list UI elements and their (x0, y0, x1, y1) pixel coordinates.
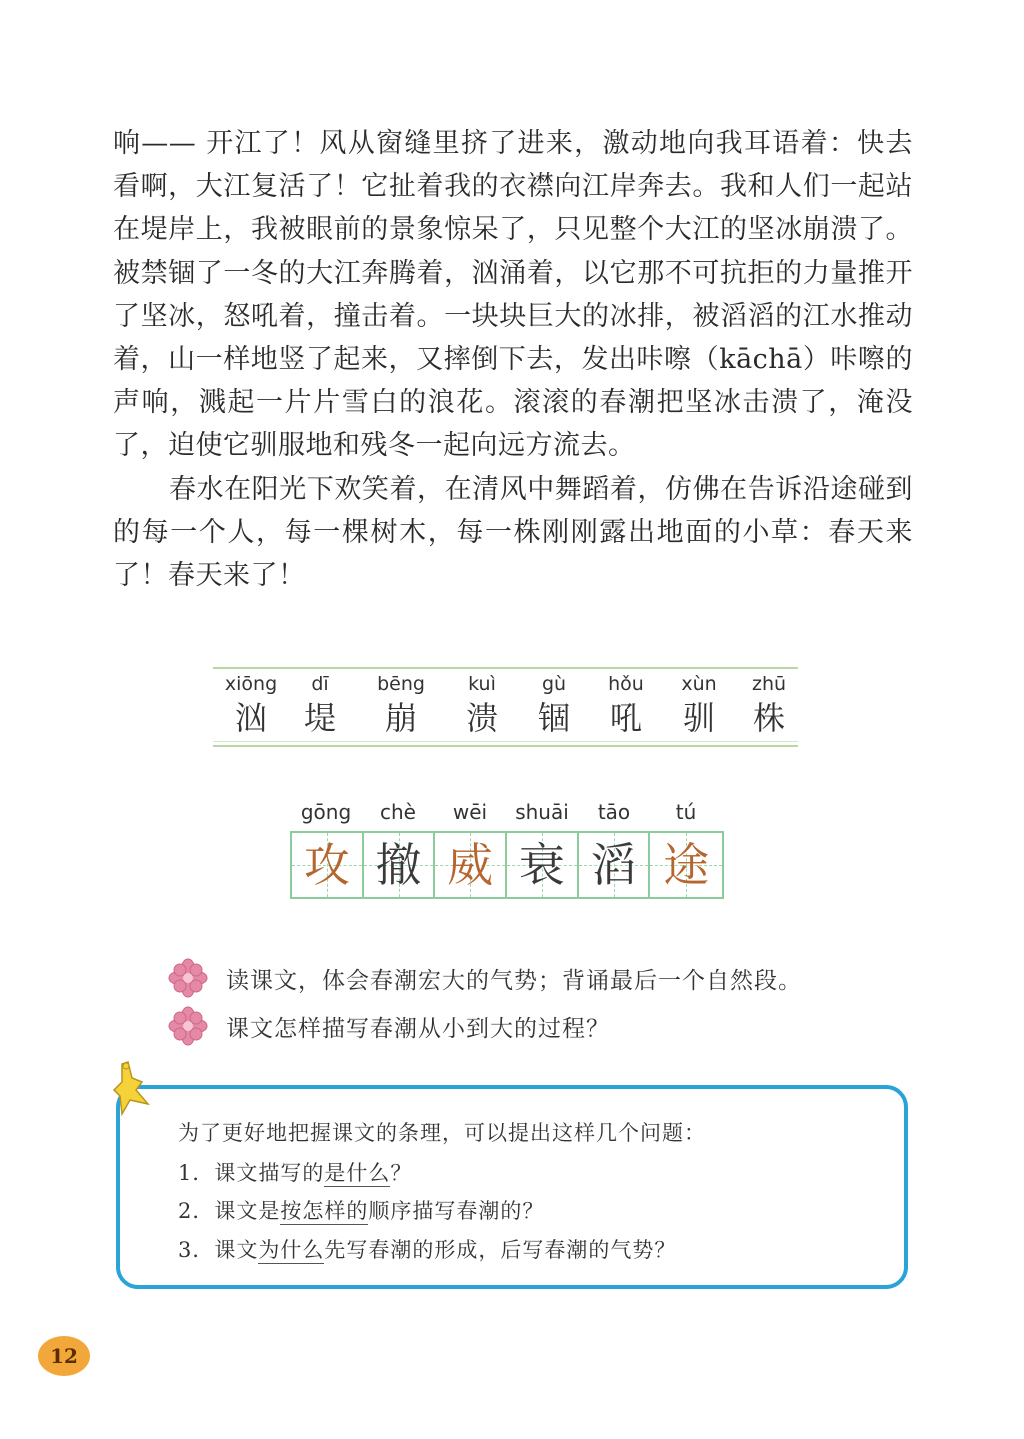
grid-cell (650, 833, 722, 897)
character-label: 威 (447, 838, 494, 892)
character-label: 滔 (590, 838, 637, 892)
character-label: 溃 (465, 699, 498, 737)
question-text: 课文怎样描写春潮从小到大的过程？ (226, 1015, 610, 1042)
pushpin-icon (112, 1060, 162, 1124)
paragraph-1: 响—— 开江了！风从窗缝里挤了进来，激动地向我耳语着：快去看啊，大江复活了！它扯着我的衣襟向江岸奔去。我和人们一起站在堤岸上，我被眼前的景象惊呆了，只见整个大江的坚冰崩溃了。被禁锢了一冬的大江奔腾着，汹涌着，以它那不可抗拒的力量推开了坚冰，怒吼着，撞击着。一块块巨大的冰排，被滔滔的江水推动着，山一样地竖了起来，又摔倒下去，发出咔嚓（kāchā）咔嚓的声响，溅起一片片雪白的浪花。滚滚的春潮把坚冰击溃了，淹没了，迫使它驯服地和残冬一起向远方流去。 (113, 128, 913, 462)
passage-text (113, 122, 913, 597)
question-item (168, 958, 802, 998)
vocab-item (519, 673, 589, 737)
paragraph-2: 春水在阳光下欢笑着，在清风中舞蹈着，仿佛在告诉沿途碰到的每一个人，每一棵树木，每一株刚刚露出地面的小草：春天来了！春天来了！ (113, 473, 913, 592)
writing-grid (290, 831, 724, 899)
pinyin-label: chè (380, 800, 416, 824)
character-label: 锢 (537, 699, 570, 737)
character-label: 吼 (609, 699, 642, 737)
grid-cell (435, 833, 507, 897)
vocab-item (664, 673, 734, 737)
pinyin-label: gù (541, 673, 567, 695)
tip-intro: 为了更好地把握课文的条理，可以提出这样几个问题： (178, 1121, 706, 1145)
recognize-characters-row (213, 667, 798, 747)
flower-icon (168, 1006, 208, 1046)
pinyin-label: dī (311, 673, 329, 695)
character-label: 途 (663, 838, 710, 892)
pinyin-label: xùn (681, 673, 717, 695)
pinyin-label: bēng (377, 673, 425, 695)
grid-cell (292, 833, 364, 897)
page-number-badge (38, 1336, 90, 1376)
grid-cell (507, 833, 579, 897)
page-number: 12 (50, 1344, 78, 1368)
tip-question-1: 1．课文描写的是什么？ (178, 1161, 413, 1185)
question-item (168, 1006, 610, 1046)
vocab-item (591, 673, 661, 737)
pinyin-label: shuāi (515, 800, 569, 824)
pinyin-label: wēi (452, 800, 488, 824)
character-label: 汹 (234, 699, 267, 737)
tip-box (116, 1085, 908, 1289)
pinyin-label: tú (675, 800, 697, 824)
character-label: 堤 (303, 699, 336, 737)
vocab-item (366, 673, 436, 737)
tip-question-2: 2．课文是按怎样的顺序描写春潮的？ (178, 1199, 545, 1223)
pinyin-label: gōng (300, 800, 352, 824)
vocab-item (285, 673, 355, 737)
character-label: 驯 (682, 699, 715, 737)
character-label: 崩 (384, 699, 417, 737)
vocab-item (447, 673, 517, 737)
question-text: 读课文，体会春潮宏大的气势；背诵最后一个自然段。 (226, 967, 802, 994)
grid-cell (579, 833, 651, 897)
character-label: 撤 (375, 838, 422, 892)
tip-question-3: 3．课文为什么先写春潮的形成，后写春潮的气势？ (178, 1238, 677, 1262)
pinyin-label: kuì (468, 673, 496, 695)
vocab-item (216, 673, 286, 737)
character-label: 衰 (518, 838, 565, 892)
vocab-item (734, 673, 804, 737)
character-label: 株 (752, 699, 785, 737)
pinyin-label: hǒu (608, 673, 644, 695)
pinyin-label: tāo (597, 800, 631, 824)
grid-cell (364, 833, 436, 897)
flower-icon (168, 958, 208, 998)
character-label: 攻 (303, 838, 350, 892)
pinyin-label: xiōng (224, 673, 278, 695)
pinyin-label: zhū (751, 673, 787, 695)
